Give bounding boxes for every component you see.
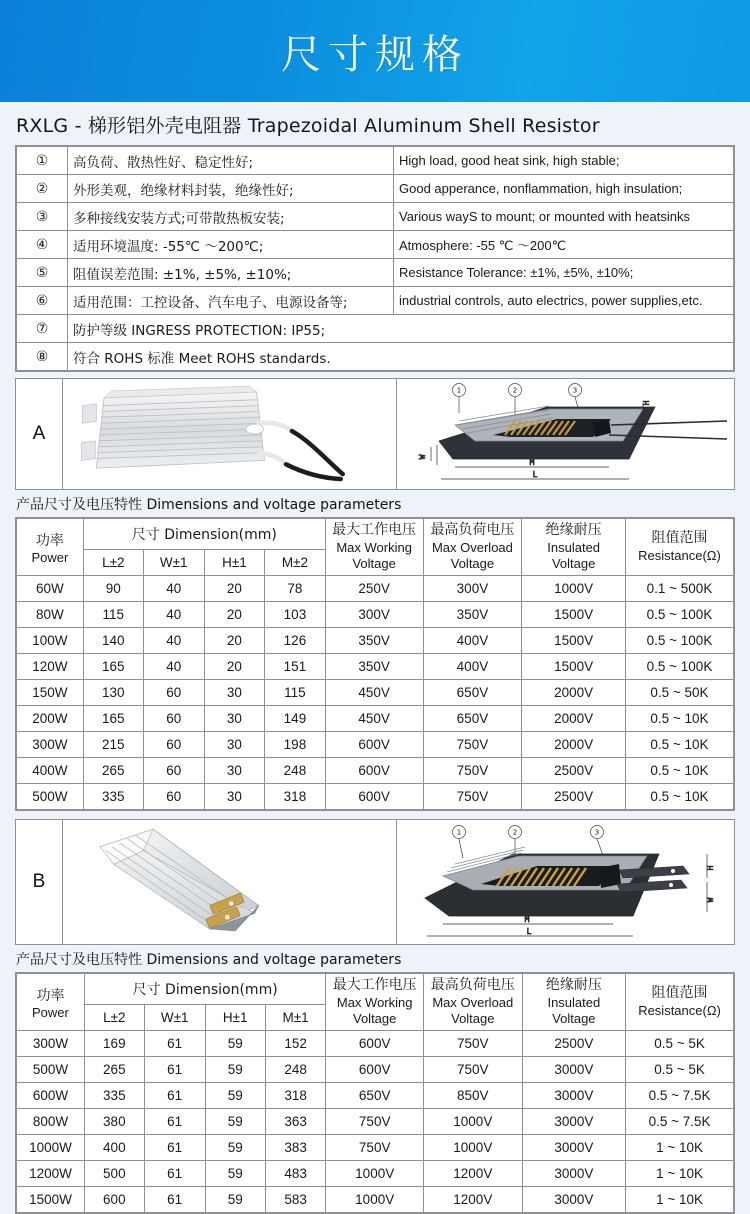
cell-max-working: 600V: [325, 732, 423, 758]
header-resistance-cn: 阻值范围: [651, 985, 708, 1002]
cell-max-overload: 750V: [423, 784, 522, 810]
cell-max-working: 250V: [325, 576, 423, 602]
section-b-label: B: [16, 820, 63, 944]
cell-w: 40: [143, 628, 204, 654]
cell-h: 30: [204, 784, 264, 810]
cell-m: 248: [265, 1057, 326, 1083]
page-title: 尺寸规格: [281, 31, 469, 78]
cell-resistance: 0.5 ~ 100K: [625, 628, 733, 654]
cell-m: 318: [265, 1083, 326, 1109]
table-row: [17, 1161, 734, 1187]
cell-w: 61: [144, 1083, 205, 1109]
cell-resistance: 0.5 ~ 100K: [625, 654, 733, 680]
cell-max-overload: 1200V: [423, 1161, 522, 1187]
cell-resistance: 0.5 ~ 10K: [625, 758, 733, 784]
cell-max-overload: 750V: [423, 1031, 522, 1057]
cell-resistance: 0.5 ~ 50K: [625, 680, 733, 706]
dim-w: W: [417, 454, 427, 460]
dim-l: L: [526, 927, 531, 936]
spec-table-a-frame: [15, 517, 735, 811]
table-row: [17, 602, 734, 628]
section-b-product-photo: [63, 820, 397, 944]
cell-power: 500W: [17, 784, 84, 810]
cell-h: 20: [204, 628, 264, 654]
cell-w: 60: [143, 680, 204, 706]
cell-m: 318: [265, 784, 326, 810]
table-row: [17, 1083, 734, 1109]
cell-insulated: 1000V: [522, 576, 626, 602]
header-max-working-en1: Max Working: [336, 994, 413, 1010]
feature-text-cn: 适用范围：工控设备、汽车电子、电源设备等;: [68, 287, 394, 315]
callout-2: 2: [512, 828, 517, 837]
cell-max-overload: 850V: [423, 1083, 522, 1109]
table-row: [17, 654, 734, 680]
table-row: [17, 1109, 734, 1135]
feature-text-cn: 防护等级 INGRESS PROTECTION: IP55;: [68, 315, 734, 343]
cell-max-working: 750V: [326, 1135, 424, 1161]
header-insulated-cn: 绝缘耐压: [545, 522, 602, 538]
cell-resistance: 0.5 ~ 5K: [626, 1031, 734, 1057]
cell-resistance: 0.1 ~ 500K: [625, 576, 733, 602]
cell-m: 115: [265, 680, 326, 706]
cell-power: 80W: [17, 602, 84, 628]
dim-h: H: [641, 400, 651, 406]
cell-max-working: 600V: [326, 1057, 424, 1083]
cell-w: 40: [143, 654, 204, 680]
header-max-working-en1: Max Working: [336, 539, 412, 555]
cell-max-overload: 650V: [423, 680, 522, 706]
cell-resistance: 0.5 ~ 5K: [626, 1057, 734, 1083]
cell-w: 60: [143, 706, 204, 732]
header-resistance-cn: 阻值范围: [651, 530, 708, 547]
cell-power: 500W: [17, 1057, 85, 1083]
cell-l: 169: [84, 1031, 144, 1057]
cell-max-working: 450V: [325, 706, 423, 732]
header-max-overload-cn: 最高负荷电压: [430, 977, 515, 993]
cell-insulated: 2000V: [522, 680, 626, 706]
cell-h: 30: [204, 758, 264, 784]
feature-text-cn: 适用环境温度: -55℃ ～200℃;: [68, 231, 394, 259]
cell-m: 151: [265, 654, 326, 680]
cell-h: 20: [204, 576, 264, 602]
header-max-overload: [423, 974, 522, 1031]
cell-resistance: 0.5 ~ 10K: [625, 732, 733, 758]
header-insulated-voltage: [522, 974, 625, 1031]
feature-text-en: Good apperance, nonflammation, high insulation;: [394, 175, 734, 203]
header-power: [17, 974, 85, 1031]
cell-h: 30: [204, 680, 264, 706]
cell-max-overload: 750V: [423, 758, 522, 784]
cell-resistance: 1 ~ 10K: [626, 1161, 734, 1187]
header-max-overload-cn: 最高负荷电压: [430, 522, 515, 538]
spec-table-a: [16, 518, 734, 810]
table-row: [17, 706, 734, 732]
cell-power: 1000W: [17, 1135, 85, 1161]
cell-h: 30: [204, 732, 264, 758]
header-dim-m: M±1: [265, 1005, 326, 1031]
features-body: [17, 147, 734, 371]
section-b-picture-block: [15, 819, 735, 945]
cell-l: 380: [84, 1109, 144, 1135]
cell-w: 61: [144, 1135, 205, 1161]
cell-insulated: 1500V: [522, 602, 626, 628]
cell-h: 59: [205, 1161, 265, 1187]
feature-text-en: High load, good heat sink, high stable;: [394, 147, 734, 175]
product-heading: RXLG - 梯形铝外壳电阻器 Trapezoidal Aluminum Shell Resistor: [16, 115, 600, 137]
feature-number: ⑥: [17, 287, 68, 315]
header-dim-l: L±2: [84, 1005, 144, 1031]
table-row: [17, 1187, 734, 1213]
table-row: [17, 259, 734, 287]
table-row: [17, 343, 734, 371]
header-dim-l: L±2: [83, 550, 143, 576]
feature-text-en: Atmosphere: -55 ℃ ～200℃: [394, 231, 734, 259]
cell-h: 59: [205, 1031, 265, 1057]
header-max-working-cn: 最大工作电压: [332, 522, 417, 538]
cell-insulated: 2000V: [522, 706, 626, 732]
cell-max-working: 600V: [326, 1031, 424, 1057]
cell-insulated: 1500V: [522, 654, 626, 680]
table-row: [17, 1057, 734, 1083]
cell-h: 20: [204, 602, 264, 628]
cell-w: 60: [143, 732, 204, 758]
cell-m: 126: [265, 628, 326, 654]
feature-text-cn: 外形美观，绝缘材料封装，绝缘性好;: [68, 175, 394, 203]
cell-l: 130: [83, 680, 143, 706]
header-power-en: Power: [31, 549, 69, 565]
table-row: [17, 287, 734, 315]
header-max-working: [325, 519, 423, 576]
cell-power: 150W: [17, 680, 84, 706]
cell-resistance: 0.5 ~ 7.5K: [626, 1083, 734, 1109]
cell-l: 400: [84, 1135, 144, 1161]
dim-l: L: [532, 470, 537, 479]
header-power-en: Power: [32, 1004, 69, 1020]
header-dim-h: H±1: [204, 550, 264, 576]
cell-power: 120W: [17, 654, 84, 680]
cell-m: 383: [265, 1135, 326, 1161]
cell-w: 61: [144, 1109, 205, 1135]
table-row: [17, 175, 734, 203]
feature-number: ①: [17, 147, 68, 175]
dim-m: M: [524, 915, 529, 924]
cell-power: 600W: [17, 1083, 85, 1109]
header-insulated-cn: 绝缘耐压: [545, 977, 602, 993]
cell-max-working: 600V: [325, 758, 423, 784]
cell-power: 800W: [17, 1109, 85, 1135]
table-row: [17, 732, 734, 758]
cell-h: 20: [204, 654, 264, 680]
cell-max-overload: 350V: [423, 602, 522, 628]
cell-max-working: 450V: [325, 680, 423, 706]
header-max-working-en2: Voltage: [352, 555, 396, 571]
header-dimension-group: 尺寸 Dimension(mm): [83, 519, 325, 550]
table-row: [17, 1135, 734, 1161]
features-table: [16, 146, 734, 371]
cell-m: 149: [265, 706, 326, 732]
dim-h: H: [705, 865, 715, 871]
cell-l: 265: [84, 1057, 144, 1083]
section-b-technical-drawing: [397, 820, 734, 944]
cell-max-overload: 300V: [423, 576, 522, 602]
callout-3: 3: [572, 386, 577, 395]
cell-insulated: 3000V: [522, 1057, 625, 1083]
cell-resistance: 1 ~ 10K: [626, 1135, 734, 1161]
long-trapezoid-resistor-photo-icon: [63, 820, 396, 944]
feature-text-en: Resistance Tolerance: ±1%, ±5%, ±10%;: [394, 259, 734, 287]
header-max-overload-en2: Voltage: [451, 1010, 495, 1026]
cell-w: 61: [144, 1057, 205, 1083]
callout-2: 2: [512, 386, 517, 395]
feature-text-en: Various wayS to mount; or mounted with heatsinks: [394, 203, 734, 231]
cell-m: 198: [265, 732, 326, 758]
cell-power: 60W: [17, 576, 84, 602]
section-a-technical-drawing: [397, 379, 734, 489]
header-dim-m: M±2: [265, 550, 326, 576]
cell-max-overload: 1000V: [423, 1135, 522, 1161]
cell-max-overload: 750V: [423, 1057, 522, 1083]
cell-l: 335: [84, 1083, 144, 1109]
cell-insulated: 1500V: [522, 628, 626, 654]
cell-h: 59: [205, 1187, 265, 1213]
header-max-overload-en1: Max Overload: [432, 994, 514, 1010]
cell-max-overload: 1200V: [423, 1187, 522, 1213]
cell-max-overload: 750V: [423, 732, 522, 758]
cell-max-working: 650V: [326, 1083, 424, 1109]
feature-number: ⑤: [17, 259, 68, 287]
cell-l: 500: [84, 1161, 144, 1187]
cell-h: 30: [204, 706, 264, 732]
cell-max-working: 1000V: [326, 1187, 424, 1213]
cell-power: 100W: [17, 628, 84, 654]
table-row: [17, 758, 734, 784]
spec-header-row-1: [17, 519, 734, 550]
cell-m: 78: [265, 576, 326, 602]
cell-insulated: 3000V: [522, 1109, 625, 1135]
cell-w: 61: [144, 1187, 205, 1213]
table-row: [17, 784, 734, 810]
page-banner: [0, 0, 750, 102]
section-a-product-photo: [63, 379, 397, 489]
section-a-caption: 产品尺寸及电压特性 Dimensions and voltage parameters: [16, 497, 402, 513]
header-max-working: [326, 974, 424, 1031]
cell-l: 165: [83, 706, 143, 732]
cell-max-overload: 1000V: [423, 1109, 522, 1135]
cell-w: 60: [143, 758, 204, 784]
spec-table-b-frame: [15, 972, 735, 1214]
cell-max-working: 350V: [325, 628, 423, 654]
cell-power: 1500W: [17, 1187, 85, 1213]
header-resistance-en: Resistance(Ω): [638, 547, 721, 563]
cell-resistance: 0.5 ~ 100K: [625, 602, 733, 628]
section-b-caption: 产品尺寸及电压特性 Dimensions and voltage parameters: [16, 952, 402, 968]
table-row: [17, 576, 734, 602]
cell-insulated: 3000V: [522, 1135, 625, 1161]
cell-m: 103: [265, 602, 326, 628]
cell-m: 152: [265, 1031, 326, 1057]
dimension-diagram-a-icon: [397, 379, 734, 489]
cell-h: 59: [205, 1057, 265, 1083]
feature-number: ⑧: [17, 343, 68, 371]
header-power-cn: 功率: [35, 532, 64, 549]
cell-power: 300W: [17, 1031, 85, 1057]
feature-text-cn: 符合 ROHS 标准 Meet ROHS standards.: [68, 343, 734, 371]
table-row: [17, 231, 734, 259]
cell-insulated: 3000V: [522, 1083, 625, 1109]
header-dim-h: H±1: [205, 1005, 265, 1031]
cell-resistance: 0.5 ~ 10K: [625, 706, 733, 732]
trapezoid-resistor-photo-icon: [63, 379, 396, 489]
dimension-diagram-b-icon: [397, 820, 734, 944]
spec-table-b: [16, 973, 734, 1213]
cell-l: 165: [83, 654, 143, 680]
header-resistance-range: [625, 519, 733, 576]
cell-insulated: 2000V: [522, 732, 626, 758]
cell-power: 200W: [17, 706, 84, 732]
header-insulated-en: Insulated Voltage: [547, 994, 601, 1026]
header-dim-w: W±1: [144, 1005, 205, 1031]
table-row: [17, 203, 734, 231]
header-max-overload: [423, 519, 522, 576]
header-power: [17, 519, 84, 576]
cell-resistance: 0.5 ~ 10K: [625, 784, 733, 810]
spec-header-row-1: [17, 974, 734, 1005]
feature-number: ③: [17, 203, 68, 231]
cell-l: 265: [83, 758, 143, 784]
cell-power: 300W: [17, 732, 84, 758]
cell-resistance: 1 ~ 10K: [626, 1187, 734, 1213]
table-row: [17, 1031, 734, 1057]
cell-max-working: 300V: [325, 602, 423, 628]
cell-max-overload: 400V: [423, 654, 522, 680]
cell-l: 335: [83, 784, 143, 810]
table-row: [17, 147, 734, 175]
header-resistance-en: Resistance(Ω): [638, 1002, 721, 1018]
header-dim-w: W±1: [143, 550, 204, 576]
header-insulated-en: Insulated Voltage: [547, 539, 601, 571]
table-row: [17, 680, 734, 706]
features-frame: [15, 145, 735, 372]
cell-m: 483: [265, 1161, 326, 1187]
table-row: [17, 628, 734, 654]
cell-m: 248: [265, 758, 326, 784]
header-resistance-range: [626, 974, 734, 1031]
feature-number: ④: [17, 231, 68, 259]
feature-text-cn: 高负荷、散热性好、稳定性好;: [68, 147, 394, 175]
callout-3: 3: [594, 828, 599, 837]
callout-1: 1: [456, 386, 461, 395]
cell-w: 40: [143, 576, 204, 602]
feature-number: ②: [17, 175, 68, 203]
cell-insulated: 2500V: [522, 784, 626, 810]
cell-resistance: 0.5 ~ 7.5K: [626, 1109, 734, 1135]
section-a-label: A: [16, 379, 63, 489]
cell-l: 115: [83, 602, 143, 628]
cell-l: 600: [84, 1187, 144, 1213]
cell-l: 140: [83, 628, 143, 654]
cell-h: 59: [205, 1109, 265, 1135]
feature-text-cn: 多种接线安装方式;可带散热板安装;: [68, 203, 394, 231]
dim-m: M: [529, 458, 534, 467]
callout-1: 1: [456, 828, 461, 837]
dim-w: W: [705, 897, 715, 903]
cell-l: 90: [83, 576, 143, 602]
header-max-overload-en2: Voltage: [450, 555, 495, 571]
cell-insulated: 3000V: [522, 1187, 625, 1213]
cell-max-overload: 650V: [423, 706, 522, 732]
cell-h: 59: [205, 1135, 265, 1161]
cell-insulated: 2500V: [522, 1031, 625, 1057]
feature-text-en: industrial controls, auto electrics, power supplies,etc.: [394, 287, 734, 315]
header-max-working-cn: 最大工作电压: [332, 977, 417, 993]
feature-number: ⑦: [17, 315, 68, 343]
cell-insulated: 2500V: [522, 758, 626, 784]
header-max-overload-en1: Max Overload: [431, 539, 513, 555]
header-max-working-en2: Voltage: [353, 1010, 397, 1026]
cell-l: 215: [83, 732, 143, 758]
section-a-picture-block: [15, 378, 735, 490]
header-insulated-voltage: [522, 519, 626, 576]
table-row: [17, 315, 734, 343]
cell-max-working: 350V: [325, 654, 423, 680]
cell-m: 363: [265, 1109, 326, 1135]
cell-power: 1200W: [17, 1161, 85, 1187]
cell-w: 40: [143, 602, 204, 628]
cell-power: 400W: [17, 758, 84, 784]
header-power-cn: 功率: [36, 987, 65, 1004]
cell-w: 60: [143, 784, 204, 810]
cell-m: 583: [265, 1187, 326, 1213]
cell-max-working: 750V: [326, 1109, 424, 1135]
header-dimension-group: 尺寸 Dimension(mm): [84, 974, 326, 1005]
cell-h: 59: [205, 1083, 265, 1109]
feature-text-cn: 阻值误差范围: ±1%, ±5%, ±10%;: [68, 259, 394, 287]
cell-w: 61: [144, 1031, 205, 1057]
cell-w: 61: [144, 1161, 205, 1187]
cell-max-working: 600V: [325, 784, 423, 810]
cell-max-overload: 400V: [423, 628, 522, 654]
cell-max-working: 1000V: [326, 1161, 424, 1187]
cell-insulated: 3000V: [522, 1161, 625, 1187]
